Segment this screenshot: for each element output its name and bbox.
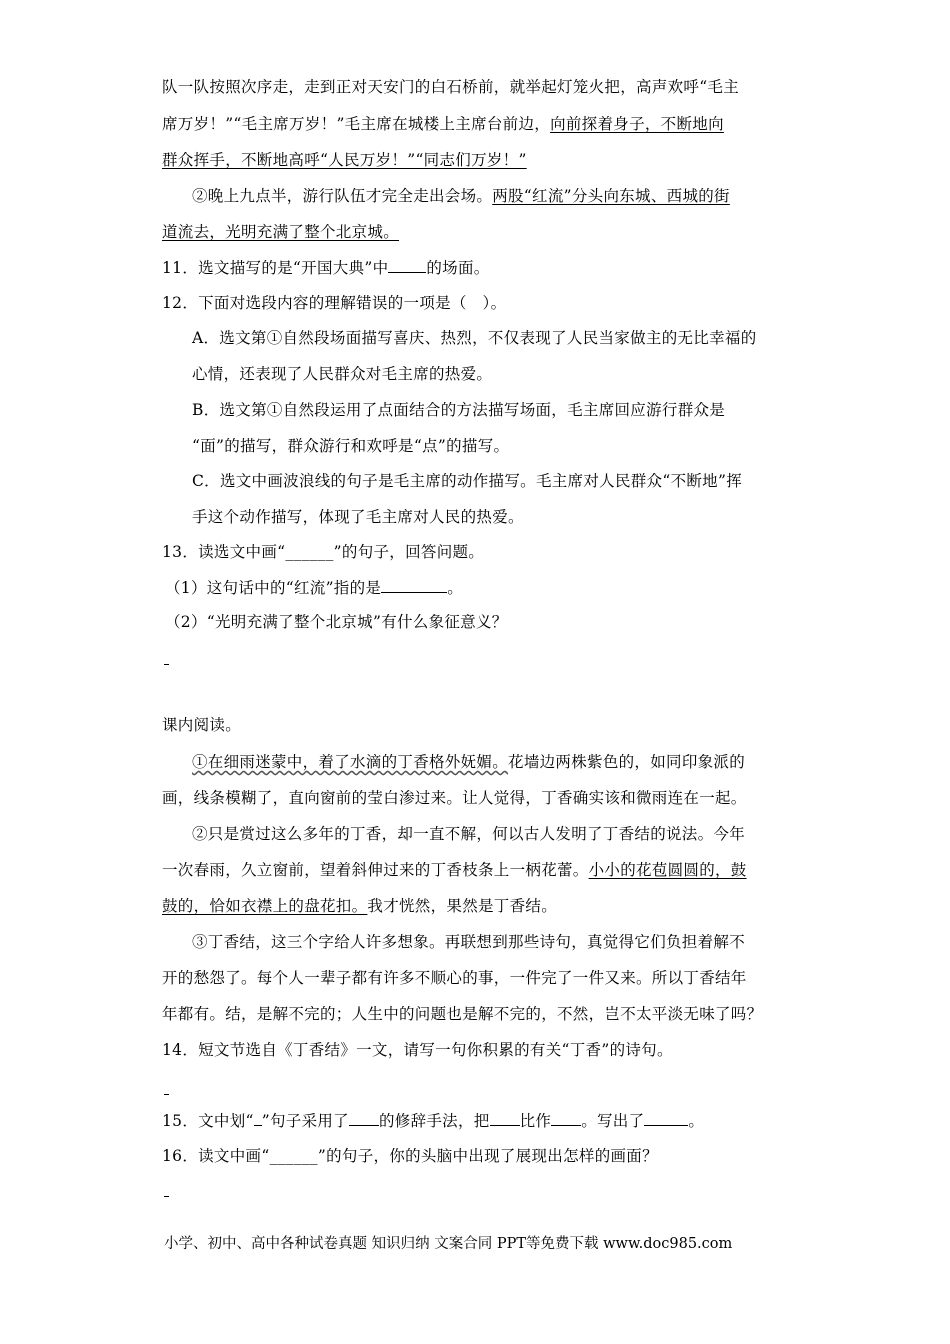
- q15-sentence-blank: [254, 1113, 262, 1126]
- q16-prefix: 16．读文中画“: [162, 1147, 270, 1165]
- q15-t6: 。: [688, 1112, 705, 1130]
- page-footer: 小学、初中、高中各种试卷真题 知识归纳 文案合同 PPT等免费下载 www.doc985.com: [164, 1236, 733, 1252]
- q15-t3: 的修辞手法，把: [378, 1112, 490, 1130]
- q15-t5: 。写出了: [581, 1112, 645, 1130]
- underlined-sentence-part1: 两股“红流”分头向东城、西城的街: [492, 187, 730, 205]
- passage1-line1: 队一队按照次序走，走到正对天安门的白石桥前，就举起灯笼火把，高声欢呼“毛主: [162, 78, 740, 96]
- question-14: 14．短文节选自《丁香结》一文，请写一句你积累的有关“丁香”的诗句。: [162, 1041, 673, 1059]
- q15-object-blank[interactable]: [551, 1113, 581, 1126]
- q15-subject-blank[interactable]: [490, 1113, 520, 1126]
- passage2-para1-line2: 画，线条模糊了，直向窗前的莹白渗过来。让人觉得，丁香确实该和微雨连在一起。: [162, 789, 747, 807]
- passage1-para2-line1: [192, 189, 730, 205]
- passage2-para1-line1: [192, 755, 745, 771]
- passage2-para2-line2: [162, 863, 747, 879]
- question-13-part1: [165, 580, 463, 597]
- q12-option-a-line1: A．选文第①自然段场面描写喜庆、热烈，不仅表现了人民当家做主的无比幸福的: [192, 329, 757, 347]
- q13-p1-suffix: 。: [447, 579, 464, 597]
- q15-rhetoric-blank[interactable]: [349, 1113, 379, 1126]
- q13-suffix: ”的句子，回答问题。: [333, 543, 485, 561]
- passage2-para2-plain: 一次春雨，久立窗前，望着斜伸过来的丁香枝条上一柄花蕾。: [162, 861, 589, 879]
- question-13-part2: （2）“光明充满了整个北京城”有什么象征意义？: [165, 613, 508, 631]
- q13-stem-blank: ______: [285, 543, 334, 561]
- passage1-para2-plain: ②晚上九点半，游行队伍才完全走出会场。: [192, 187, 493, 205]
- wavy-sentence-part2: 群众挥手，不断地高呼“人民万岁！”“同志们万岁！”: [162, 151, 527, 169]
- passage2-para2-rest: 我才恍然，果然是丁香结。: [367, 897, 558, 915]
- passage2-para1-rest: 花墙边两株紫色的，如同印象派的: [508, 753, 746, 771]
- wavy-sentence-part1: 向前探着身子，不断地向: [550, 115, 724, 133]
- question-13-stem: [162, 545, 484, 561]
- underlined-sentence-part2: 道流去，光明充满了整个北京城。: [162, 223, 400, 241]
- q12-option-c-line1: C．选文中画波浪线的句子是毛主席的动作描写。毛主席对人民群众“不断地”挥: [192, 472, 743, 490]
- q13-prefix: 13．读选文中画“: [162, 543, 286, 561]
- q15-t1: 15．文中划“: [162, 1112, 254, 1130]
- q12-option-b-line2: “面”的描写，群众游行和欢呼是“点”的描写。: [192, 437, 510, 455]
- question-16: [162, 1149, 658, 1165]
- passage2-para3-line3: 年都有。结，是解不完的；人生中的问题也是解不完的，不然，岂不太平淡无味了吗？: [162, 1005, 763, 1023]
- q15-t2: ”句子采用了: [261, 1112, 349, 1130]
- question-11: [162, 260, 490, 277]
- passage2-para2-line3: [162, 899, 557, 915]
- underlined-sentence-part2: 鼓的，恰如衣襟上的盘花扣。: [162, 897, 368, 915]
- question-15: [162, 1113, 704, 1130]
- q11-prefix: 11．选文描写的是“开国大典”中: [162, 259, 389, 277]
- passage1-line2: [162, 117, 724, 133]
- passage2-para3-line1: ③丁香结，这三个字给人许多想象。再联想到那些诗句，真觉得它们负担着解不: [192, 933, 746, 951]
- q16-stem-blank: ______: [269, 1147, 318, 1165]
- passage1-line2-plain: 席万岁！”“毛主席万岁！”毛主席在城楼上主席台前边，: [162, 115, 551, 133]
- q12-option-b-line1: B．选文第①自然段运用了点面结合的方法描写场面，毛主席回应游行群众是: [192, 401, 726, 419]
- answer-line-marker: [164, 1094, 169, 1095]
- q12-option-a-line2: 心情，还表现了人民群众对毛主席的热爱。: [192, 365, 493, 383]
- q12-option-c-line2: 手这个动作描写，体现了毛主席对人民的热爱。: [192, 508, 524, 526]
- q15-effect-blank[interactable]: [644, 1113, 688, 1126]
- q11-suffix: 的场面。: [426, 259, 490, 277]
- underlined-sentence-part1: 小小的花苞圆圆的，鼓: [588, 861, 747, 879]
- q16-suffix: ”的句子，你的头脑中出现了展现出怎样的画面？: [317, 1147, 658, 1165]
- passage2-para3-line2: 开的愁怨了。每个人一辈子都有许多不顺心的事，一件完了一件又来。所以丁香结年: [162, 969, 747, 987]
- answer-line-marker: [164, 664, 169, 665]
- section-title: 课内阅读。: [162, 716, 242, 734]
- passage2-para2-line1: ②只是赏过这么多年的丁香，却一直不解，何以古人发明了丁香结的说法。今年: [192, 825, 746, 843]
- question-12-stem: 12．下面对选段内容的理解错误的一项是（ ）。: [162, 294, 507, 312]
- wavy-sentence: ①在细雨迷蒙中，着了水滴的丁香格外妩媚。: [192, 753, 509, 771]
- q13-p1-prefix: （1）这句话中的“红流”指的是: [165, 579, 382, 597]
- answer-line-marker: [164, 1196, 169, 1197]
- q11-answer-blank[interactable]: [388, 260, 426, 273]
- q15-t4: 比作: [519, 1112, 552, 1130]
- q13-p1-answer-blank[interactable]: [381, 580, 447, 593]
